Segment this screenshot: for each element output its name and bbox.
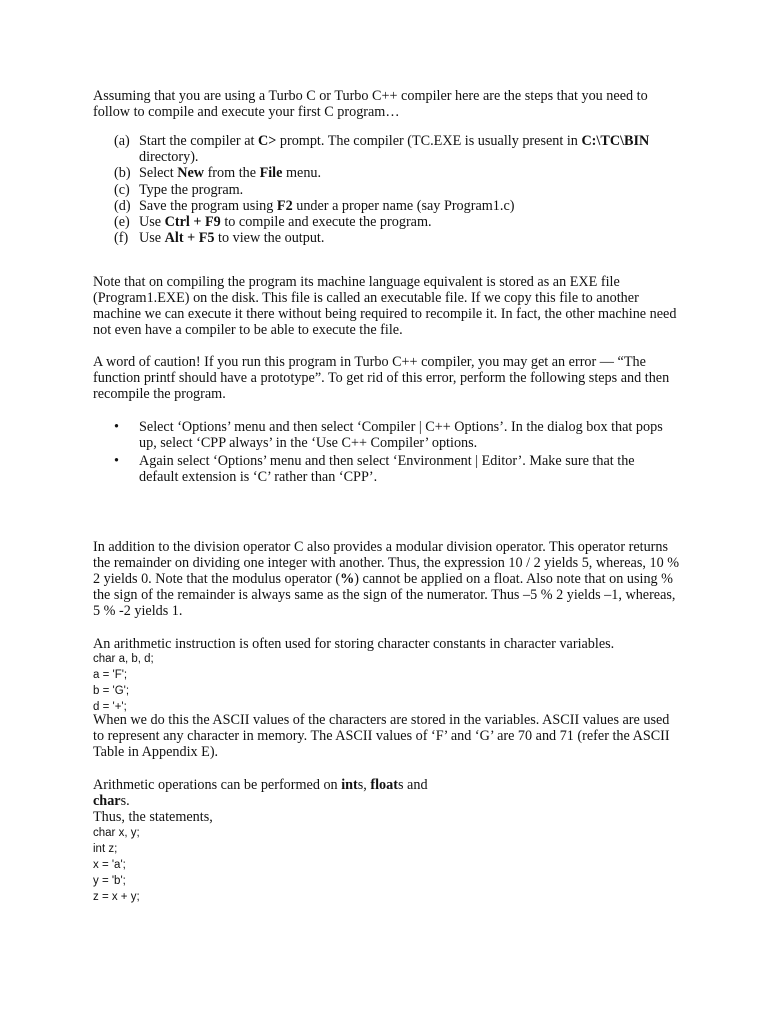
step-item: [114, 133, 694, 165]
step-text: [139, 198, 694, 214]
step-item: [114, 182, 694, 198]
ops-text: s,: [357, 777, 371, 793]
step-label: (c): [114, 181, 130, 198]
step-label: (a): [114, 133, 130, 149]
modulus-text-2: ) cannot be applied on a float. Also note that on using % the sign of the remainder is always same as the sign of the numerator. Thus –5 % 2 yields –1, whereas, 5 % -2 yields 1.: [93, 571, 676, 619]
intro-paragraph: Assuming that you are using a Turbo C or Turbo C++ compiler here are the steps that you need to follow to compile and execute your first C program…: [93, 88, 648, 120]
step-text: [139, 182, 694, 198]
code-block-char-assign: [93, 651, 154, 715]
code-line: y = 'b';: [93, 875, 126, 887]
step-text-run: Use: [139, 214, 165, 231]
step-text-bold: C>: [257, 133, 277, 149]
step-text-run: menu.: [282, 165, 322, 182]
ops-char-word: char: [93, 793, 121, 809]
operations-paragraph: [93, 777, 683, 825]
step-item: [114, 165, 694, 181]
modulus-paragraph: [93, 539, 683, 619]
bullet-text: Select ‘Options’ menu and then select ‘Compiler | C++ Options’. In the dialog box that pops up, select ‘CPP always’ in the ‘Use C++ Compiler’ options.: [139, 419, 663, 452]
bullet-marker: •: [114, 419, 119, 435]
code-line: d = '+';: [93, 701, 127, 713]
ops-int-word: int: [341, 777, 358, 793]
ops-text: s and: [397, 777, 428, 793]
step-label: (e): [114, 214, 130, 231]
bullet-text: Again select ‘Options’ menu and then select ‘Environment | Editor’. Make sure that the default extension is ‘C’ rather than ‘CPP’.: [139, 452, 635, 486]
bullet-marker: •: [114, 452, 119, 469]
code-line: char x, y;: [93, 827, 140, 839]
step-text-bold: C:\TC\BIN: [581, 133, 650, 149]
step-item: [114, 230, 694, 246]
step-text: [139, 214, 694, 230]
step-item: [114, 198, 694, 214]
note-paragraph: Note that on compiling the program its machine language equivalent is stored as an EXE file (Program1.EXE) on the disk. This file is called an executable file. If we copy this file to another machine we can execute it there without being required to recompile it. In fact, the other machine need not even have a compiler to be able to execute the file.: [93, 274, 677, 338]
step-text-bold: Ctrl + F9: [164, 214, 221, 231]
step-text-run: under a proper name (say Program1.c): [292, 197, 515, 214]
ops-thus-line: Thus, the statements,: [93, 809, 213, 825]
code-line: z = x + y;: [93, 891, 140, 903]
step-text: [139, 133, 694, 165]
code-line: x = 'a';: [93, 859, 126, 871]
step-text-bold: New: [177, 165, 205, 182]
code-line: b = 'G';: [93, 685, 130, 697]
ops-text: Arithmetic operations can be performed on: [93, 777, 342, 793]
code-block-arithmetic: [93, 825, 140, 905]
step-label: (d): [114, 197, 131, 214]
step-text-run: Start the compiler at: [139, 133, 258, 149]
step-label: (f): [114, 230, 129, 247]
step-text-run: Use: [139, 230, 165, 247]
modulus-symbol: %: [340, 571, 355, 587]
modulus-text-1: In addition to the division operator C also provides a modular division operator. This operator returns the remainder on dividing one integer with another. Thus, the expression 10 / 2 yields 5, whereas, 10 % 2 yields 0. Note that the modulus operator (: [93, 539, 680, 587]
step-text-bold: F2: [276, 197, 293, 214]
bullet-item: [114, 419, 674, 452]
options-bullet-list: [114, 419, 674, 487]
step-label: (b): [114, 165, 131, 182]
arithmetic-intro-paragraph: An arithmetic instruction is often used for storing character constants in character variables.: [93, 636, 615, 652]
ops-text: s.: [120, 793, 130, 809]
step-text-bold: File: [259, 165, 283, 182]
step-text-bold: Alt + F5: [164, 230, 215, 247]
step-text-run: to view the output.: [214, 230, 325, 247]
caution-paragraph: A word of caution! If you run this program in Turbo C++ compiler, you may get an error — “The function printf should have a prototype”. To get rid of this error, perform the following steps and then recompile the program.: [93, 354, 670, 402]
step-text-run: from the: [204, 165, 260, 182]
ops-float-word: float: [370, 777, 398, 793]
step-item: [114, 214, 694, 230]
code-line: int z;: [93, 843, 118, 855]
step-text-run: Save the program using: [139, 197, 277, 214]
step-text-run: directory).: [139, 149, 199, 166]
ascii-paragraph: When we do this the ASCII values of the characters are stored in the variables. ASCII values are used to represent any character in memory. The ASCII values of ‘F’ and ‘G’ are 70 and 71 (refer the ASCII Table in Appendix E).: [93, 712, 670, 760]
step-text: [139, 165, 694, 181]
step-text-run: Type the program.: [139, 181, 244, 198]
step-text-run: prompt. The compiler (TC.EXE is usually present in: [276, 133, 582, 149]
compile-steps-list: [114, 133, 694, 246]
step-text-run: to compile and execute the program.: [220, 214, 432, 231]
code-line: a = 'F';: [93, 669, 128, 681]
code-line: char a, b, d;: [93, 653, 154, 665]
step-text: [139, 230, 694, 246]
bullet-item: [114, 453, 674, 486]
step-text-run: Select: [139, 165, 178, 182]
